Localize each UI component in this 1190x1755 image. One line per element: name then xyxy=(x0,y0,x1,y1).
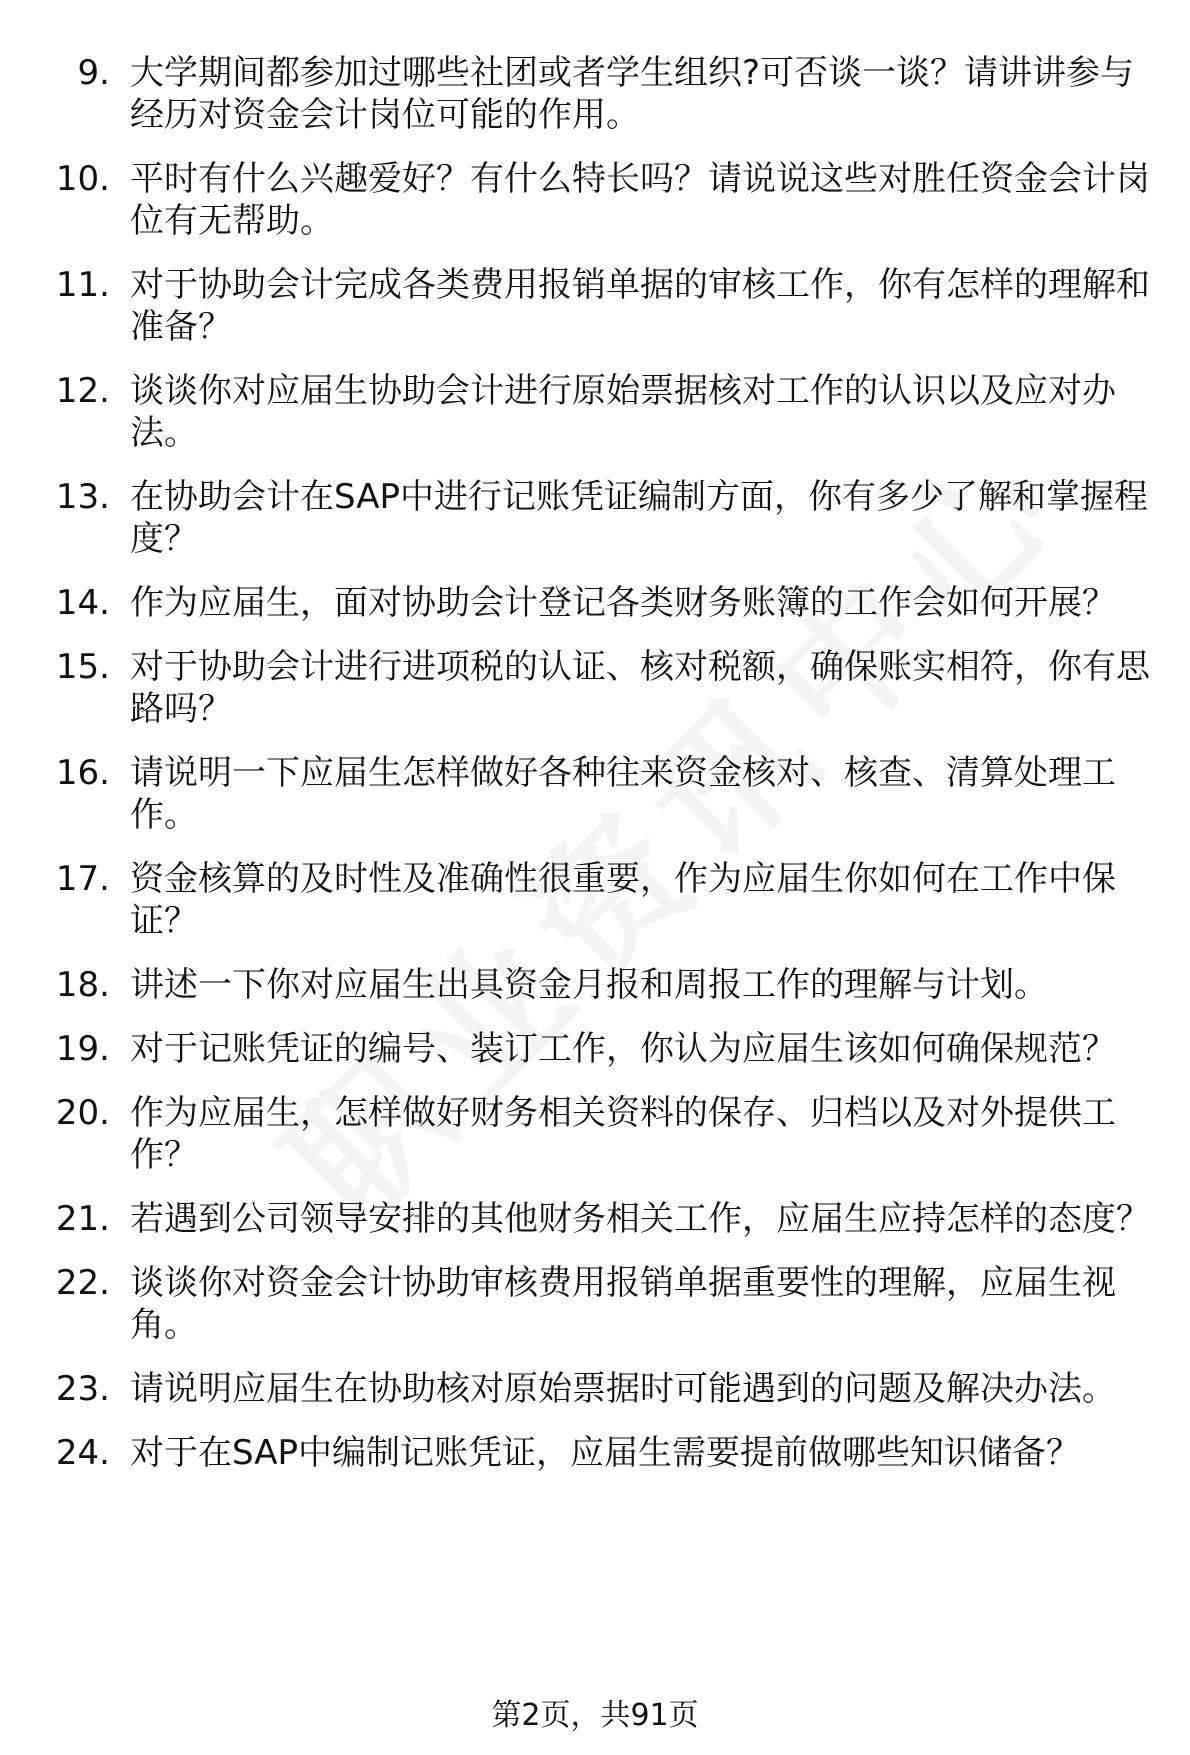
question-number: 9. xyxy=(77,53,110,93)
question-text: 若遇到公司领导安排的其他财务相关工作，应届生应持怎样的态度？ xyxy=(130,1199,1150,1239)
question-number: 12. xyxy=(55,371,110,411)
question-item xyxy=(0,858,1190,942)
question-number: 21. xyxy=(55,1199,110,1239)
question-item xyxy=(0,52,1190,136)
question-text: 作为应届生，面对协助会计登记各类财务账簿的工作会如何开展？ xyxy=(130,583,1116,623)
question-text: 讲述一下你对应届生出具资金月报和周报工作的理解与计划。 xyxy=(130,965,1048,1005)
question-text: 资金核算的及时性及准确性很重要，作为应届生你如何在工作中保证？ xyxy=(130,859,1116,941)
question-item xyxy=(0,1028,1190,1070)
question-number: 11. xyxy=(55,265,110,305)
question-item xyxy=(0,964,1190,1006)
question-number: 16. xyxy=(55,753,110,793)
question-text: 作为应届生，怎样做好财务相关资料的保存、归档以及对外提供工作？ xyxy=(130,1093,1116,1175)
question-item xyxy=(0,752,1190,836)
page-number-label: 第2页，共91页 xyxy=(491,1698,699,1733)
question-item xyxy=(0,1432,1190,1474)
question-text: 在协助会计在SAP中进行记账凭证编制方面，你有多少了解和掌握程度？ xyxy=(130,477,1148,559)
question-text: 谈谈你对资金会计协助审核费用报销单据重要性的理解，应届生视角。 xyxy=(130,1263,1116,1345)
question-item xyxy=(0,264,1190,348)
question-text: 大学期间都参加过哪些社团或者学生组织?可否谈一谈？请讲讲参与经历对资金会计岗位可能的作用。 xyxy=(130,53,1135,135)
question-item xyxy=(0,1198,1190,1240)
question-text: 谈谈你对应届生协助会计进行原始票据核对工作的认识以及应对办法。 xyxy=(130,371,1116,453)
question-item xyxy=(0,158,1190,242)
question-text: 请说明一下应届生怎样做好各种往来资金核对、核查、清算处理工作。 xyxy=(130,753,1116,835)
question-text: 平时有什么兴趣爱好？有什么特长吗？请说说这些对胜任资金会计岗位有无帮助。 xyxy=(130,159,1150,241)
question-item xyxy=(0,646,1190,730)
question-list xyxy=(0,52,1190,1496)
question-item xyxy=(0,582,1190,624)
question-number: 15. xyxy=(55,647,110,687)
question-number: 24. xyxy=(55,1433,110,1473)
question-number: 17. xyxy=(55,859,110,899)
page-footer xyxy=(0,1696,1190,1736)
question-item xyxy=(0,476,1190,560)
question-item xyxy=(0,1092,1190,1176)
question-number: 22. xyxy=(55,1263,110,1303)
question-item xyxy=(0,1368,1190,1410)
question-number: 10. xyxy=(55,159,110,199)
question-number: 23. xyxy=(55,1369,110,1409)
question-text: 对于协助会计完成各类费用报销单据的审核工作，你有怎样的理解和准备？ xyxy=(130,265,1150,347)
question-item xyxy=(0,1262,1190,1346)
question-text: 请说明应届生在协助核对原始票据时可能遇到的问题及解决办法。 xyxy=(130,1369,1116,1409)
question-text: 对于记账凭证的编号、装订工作，你认为应届生该如何确保规范？ xyxy=(130,1029,1116,1069)
question-number: 14. xyxy=(55,583,110,623)
question-text: 对于在SAP中编制记账凭证，应届生需要提前做哪些知识储备？ xyxy=(130,1433,1080,1473)
question-number: 20. xyxy=(55,1093,110,1133)
question-text: 对于协助会计进行进项税的认证、核对税额，确保账实相符，你有思路吗？ xyxy=(130,647,1150,729)
question-number: 19. xyxy=(55,1029,110,1069)
question-item xyxy=(0,370,1190,454)
question-number: 13. xyxy=(55,477,110,517)
question-number: 18. xyxy=(55,965,110,1005)
